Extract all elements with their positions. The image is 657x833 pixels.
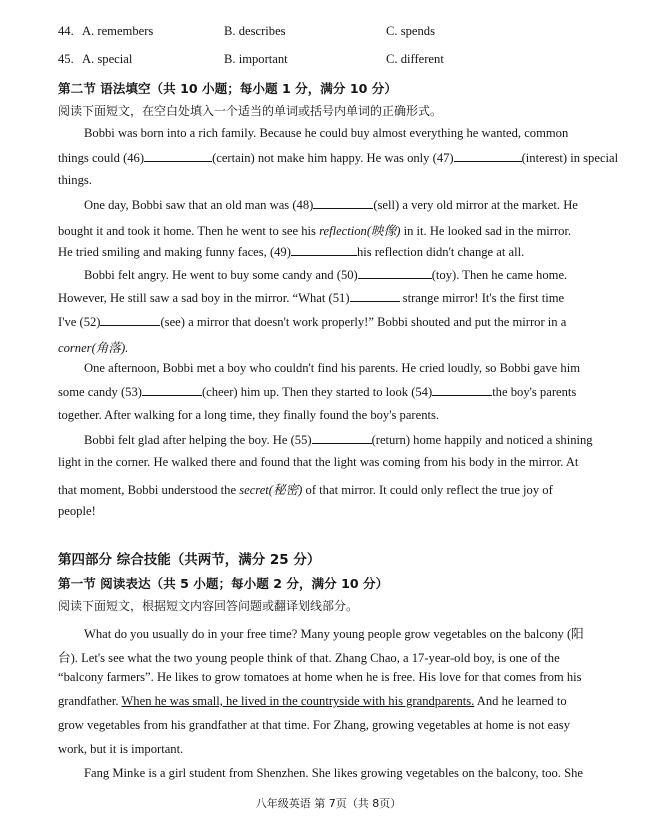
passage-line — [58, 244, 578, 260]
answer-blank[interactable] — [454, 150, 522, 162]
passage-text: strange mirror! It's the first time — [399, 291, 565, 305]
passage-line — [58, 718, 578, 733]
part-4-title: 第四部分 综合技能（共两节，满分 25 分） — [58, 552, 321, 568]
passage-text: When he was small, he lived in the countryside with his grandparents. — [121, 694, 475, 708]
section-2-title: 第二节 语法填空（共 10 小题；每小题 1 分，满分 10 分） — [58, 81, 397, 96]
passage-line — [58, 647, 578, 666]
passage-text: I've (52) — [58, 315, 101, 329]
passage-text: in it. He looked sad in the mirror. — [400, 224, 572, 238]
passage-text: Bobbi felt glad after helping the boy. He (55) — [84, 433, 312, 447]
passage-line — [58, 337, 578, 356]
passage-line — [84, 126, 604, 141]
passage-text: (sell) a very old mirror at the market. He — [373, 198, 578, 212]
option-b: B. describes — [224, 24, 286, 38]
passage-text: (toy). Then he came home. — [431, 268, 568, 282]
passage-line — [58, 479, 578, 498]
passage-text: corner(角落). — [58, 341, 129, 355]
passage-text: Fang Minke is a girl student from Shenzhen. She likes growing vegetables on the balcony, too. She — [84, 766, 583, 780]
passage-text: (return) home happily and noticed a shining — [371, 433, 593, 447]
passage-text: And he learned to — [474, 694, 567, 708]
section-2-instruction: 阅读下面短文，在空白处填入一个适当的单词或括号内单词的正确形式。 — [58, 104, 443, 118]
option-a: A. special — [82, 52, 133, 66]
part-4-section-1-title: 第一节 阅读表达（共 5 小题；每小题 2 分，满分 10 分） — [58, 576, 389, 591]
passage-text: What do you usually do in your free time? Many young people grow vegetables on the balcony (阳 — [84, 627, 584, 641]
passage-text: some candy (53) — [58, 385, 142, 399]
passage-text: light in the corner. He walked there and found that the light was coming from his body in the mirror. At — [58, 455, 579, 469]
passage-line — [84, 766, 604, 781]
passage-line — [58, 314, 578, 330]
passage-text: One afternoon, Bobbi met a boy who couldn't find his parents. He cried loudly, so Bobbi gave him — [84, 361, 581, 375]
option-b: B. important — [224, 52, 288, 66]
passage-text: However, He still saw a sad boy in the mirror. “What (51) — [58, 291, 350, 305]
answer-blank[interactable] — [144, 150, 212, 162]
passage-line — [84, 623, 604, 642]
question-number: 44. — [58, 24, 74, 38]
passage-text: bought it and took it home. Then he went to see his — [58, 224, 320, 238]
answer-blank[interactable] — [142, 384, 202, 396]
passage-text: grandfather. — [58, 694, 122, 708]
passage-text: his reflection didn't change at all. — [356, 245, 525, 259]
passage-text: grow vegetables from his grandfather at that time. For Zhang, growing vegetables at home is not easy — [58, 718, 571, 732]
passage-text: things could (46) — [58, 151, 145, 165]
passage-text: 台). Let's see what the two young people think of that. Zhang Chao, a 17-year-old boy, is one of the — [58, 651, 560, 665]
passage-text: Bobbi was born into a rich family. Because he could buy almost everything he wanted, common — [84, 126, 569, 140]
answer-blank[interactable] — [291, 244, 357, 256]
passage-text: secret(秘密) — [239, 483, 303, 497]
passage-line — [58, 504, 578, 519]
passage-text: One day, Bobbi saw that an old man was (48) — [84, 198, 314, 212]
passage-text: Bobbi felt angry. He went to buy some candy and (50) — [84, 268, 358, 282]
passage-text: “balcony farmers”. He likes to grow tomatoes at home when he is free. His love for that comes from his — [58, 670, 582, 684]
passage-text: He tried smiling and making funny faces, (49) — [58, 245, 291, 259]
passage-line — [58, 290, 578, 306]
answer-blank[interactable] — [358, 267, 432, 279]
passage-text: together. After walking for a long time, they finally found the boy's parents. — [58, 408, 440, 422]
passage-text: (interest) in special — [521, 151, 619, 165]
passage-line — [84, 432, 604, 448]
question-number: 45. — [58, 52, 74, 66]
answer-blank[interactable] — [100, 314, 160, 326]
answer-blank[interactable] — [312, 432, 372, 444]
passage-line — [58, 742, 578, 757]
passage-line — [58, 670, 582, 685]
part-4-instruction: 阅读下面短文，根据短文内容回答问题或翻译划线部分。 — [58, 599, 359, 613]
passage-line — [58, 408, 578, 423]
passage-text: the boy's parents — [492, 385, 577, 399]
passage-line — [58, 173, 578, 188]
question-45-options — [58, 52, 618, 70]
answer-blank[interactable] — [432, 384, 492, 396]
answer-blank[interactable] — [350, 290, 400, 302]
passage-line — [58, 220, 578, 239]
passage-text: reflection(映像) — [319, 224, 401, 238]
page-footer: 八年级英语 第 7页（共 8页） — [255, 797, 402, 810]
option-a: A. remembers — [82, 24, 154, 38]
passage-text: (cheer) him up. Then they started to look (54) — [201, 385, 433, 399]
passage-text: people! — [58, 504, 96, 518]
option-c: C. different — [386, 52, 444, 66]
passage-text: (certain) not make him happy. He was only (47) — [212, 151, 454, 165]
passage-line — [58, 694, 578, 709]
passage-text: that moment, Bobbi understood the — [58, 483, 240, 497]
passage-line — [58, 384, 578, 400]
passage-line — [84, 267, 604, 283]
passage-line — [84, 361, 604, 376]
answer-blank[interactable] — [313, 197, 373, 209]
option-c: C. spends — [386, 24, 435, 38]
passage-line — [58, 150, 619, 166]
passage-line — [84, 197, 604, 213]
passage-text: (see) a mirror that doesn't work properly!” Bobbi shouted and put the mirror in a — [160, 315, 567, 329]
passage-text: work, but it is important. — [58, 742, 184, 756]
passage-line — [58, 455, 578, 470]
passage-text: of that mirror. It could only reflect the true joy of — [302, 483, 553, 497]
question-44-options — [58, 24, 618, 42]
passage-text: things. — [58, 173, 92, 187]
